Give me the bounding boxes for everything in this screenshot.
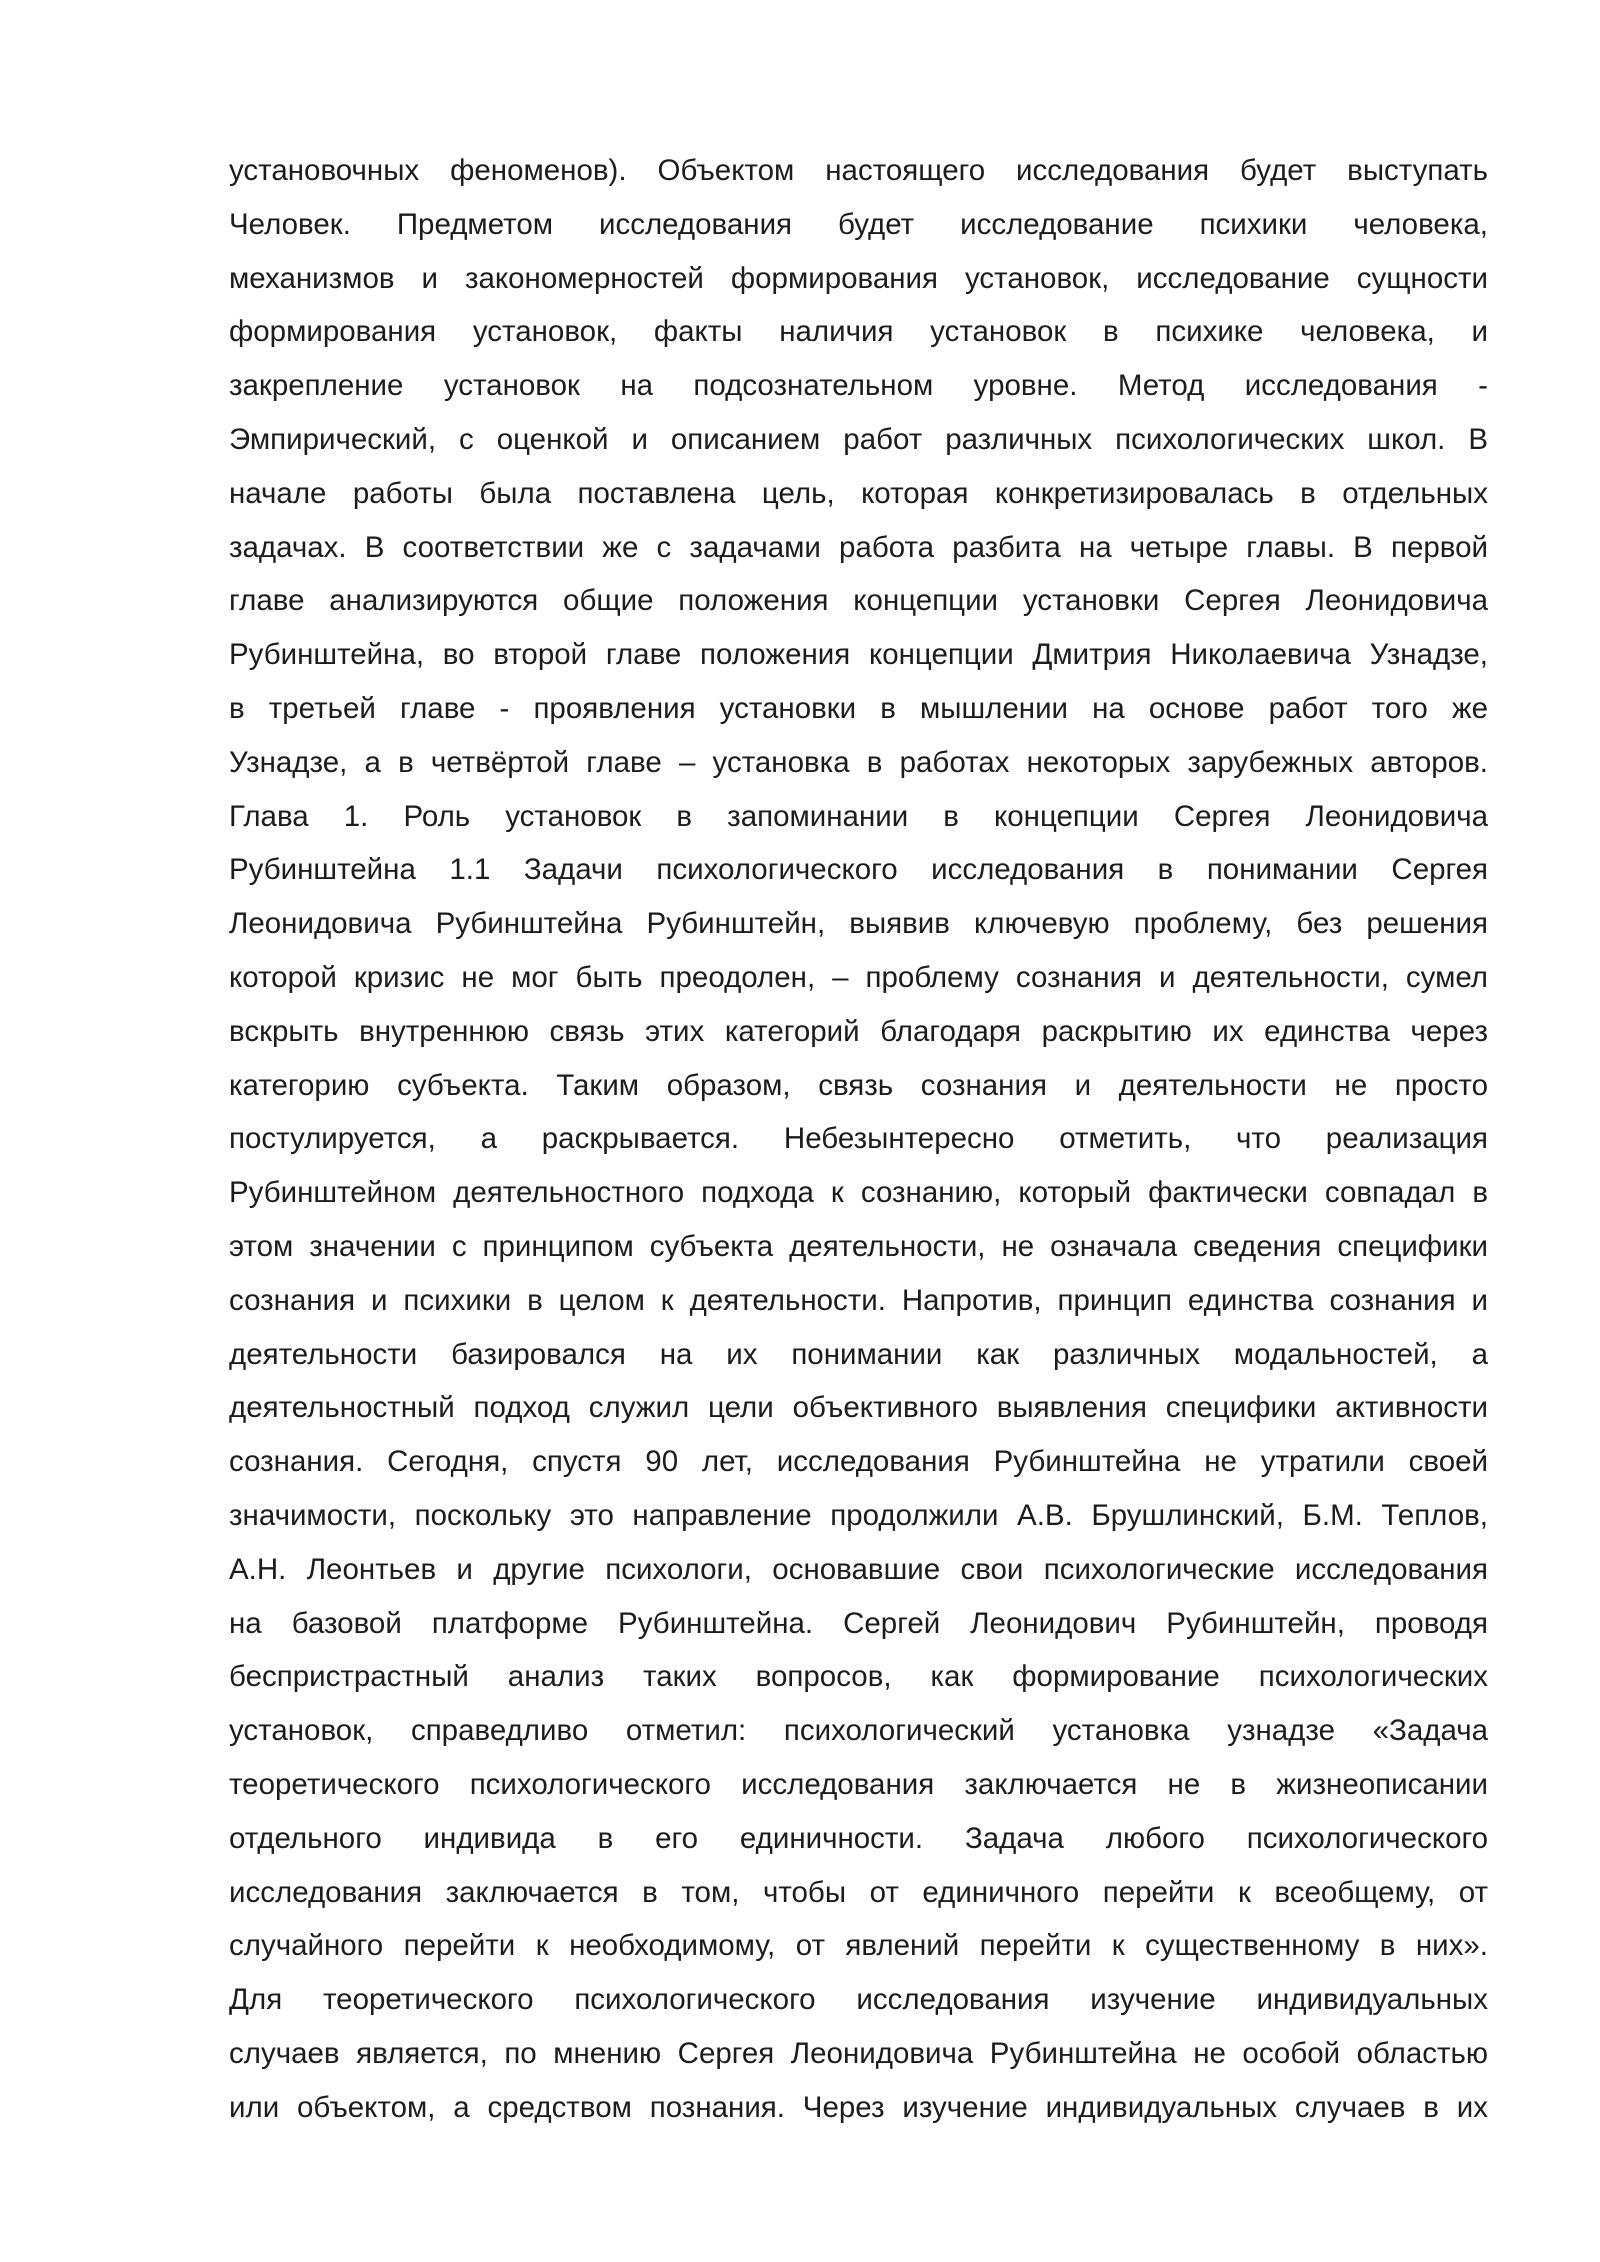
text-line: в третьей главе - проявления установки в мышлении на основе работ того же: [229, 691, 1488, 725]
text-line: этом значении с принципом субъекта деятельности, не означала сведения специфики: [229, 1229, 1488, 1263]
text-line: отдельного индивида в его единичности. Задача любого психологического: [229, 1821, 1488, 1855]
text-line: сознания. Сегодня, спустя 90 лет, исследования Рубинштейна не утратили своей: [229, 1445, 1488, 1479]
text-line: деятельностный подход служил цели объективного выявления специфики активности: [229, 1391, 1488, 1425]
text-line: деятельности базировался на их понимании как различных модальностей, а: [229, 1337, 1488, 1371]
text-line: Для теоретического психологического исследования изучение индивидуальных: [229, 1983, 1488, 2017]
text-line: формирования установок, факты наличия установок в психике человека, и: [229, 315, 1488, 349]
text-line: случайного перейти к необходимому, от явлений перейти к существенному в них».: [229, 1929, 1488, 1963]
text-line: постулируется, а раскрывается. Небезынтересно отметить, что реализация: [229, 1122, 1488, 1156]
text-line: главе анализируются общие положения концепции установки Сергея Леонидовича: [229, 584, 1488, 618]
text-line: сознания и психики в целом к деятельности. Напротив, принцип единства сознания и: [229, 1283, 1488, 1317]
text-line: Леонидовича Рубинштейна Рубинштейн, выявив ключевую проблему, без решения: [229, 907, 1488, 941]
text-line: исследования заключается в том, чтобы от единичного перейти к всеобщему, от: [229, 1875, 1488, 1909]
text-line: значимости, поскольку это направление продолжили А.В. Брушлинский, Б.М. Теплов,: [229, 1498, 1488, 1532]
text-line: или объектом, а средством познания. Через изучение индивидуальных случаев в их: [229, 2090, 1488, 2124]
text-line: Рубинштейна 1.1 Задачи психологического исследования в понимании Сергея: [229, 853, 1488, 887]
body-text: [229, 144, 1488, 2134]
text-line: Рубинштейна, во второй главе положения концепции Дмитрия Николаевича Узнадзе,: [229, 638, 1488, 672]
text-line: Эмпирический, с оценкой и описанием работ различных психологических школ. В: [229, 422, 1488, 456]
text-line: закрепление установок на подсознательном уровне. Метод исследования -: [229, 369, 1488, 403]
text-line: установок, справедливо отметил: психологический установка узнадзе «Задача: [229, 1714, 1488, 1748]
text-line: случаев является, по мнению Сергея Леонидовича Рубинштейна не особой областью: [229, 2036, 1488, 2070]
text-line: которой кризис не мог быть преодолен, – проблему сознания и деятельности, сумел: [229, 960, 1488, 994]
text-line: Узнадзе, а в четвёртой главе – установка в работах некоторых зарубежных авторов.: [229, 745, 1488, 779]
text-line: категорию субъекта. Таким образом, связь сознания и деятельности не просто: [229, 1068, 1488, 1102]
text-line: на базовой платформе Рубинштейна. Сергей Леонидович Рубинштейн, проводя: [229, 1606, 1488, 1640]
text-line: Глава 1. Роль установок в запоминании в концепции Сергея Леонидовича: [229, 799, 1488, 833]
text-line: механизмов и закономерностей формирования установок, исследование сущности: [229, 261, 1488, 295]
text-line: начале работы была поставлена цель, которая конкретизировалась в отдельных: [229, 476, 1488, 510]
text-line: установочных феноменов). Объектом настоящего исследования будет выступать: [229, 154, 1488, 187]
text-line: теоретического психологического исследования заключается не в жизнеописании: [229, 1767, 1488, 1801]
text-line: Человек. Предметом исследования будет исследование психики человека,: [229, 207, 1488, 241]
text-line: беспристрастный анализ таких вопросов, как формирование психологических: [229, 1660, 1488, 1694]
text-line: А.Н. Леонтьев и другие психологи, основавшие свои психологические исследования: [229, 1552, 1488, 1586]
text-line: Рубинштейном деятельностного подхода к сознанию, который фактически совпадал в: [229, 1176, 1488, 1210]
text-line: вскрыть внутреннюю связь этих категорий благодаря раскрытию их единства через: [229, 1014, 1488, 1048]
text-line: задачах. В соответствии же с задачами работа разбита на четыре главы. В первой: [229, 530, 1488, 564]
